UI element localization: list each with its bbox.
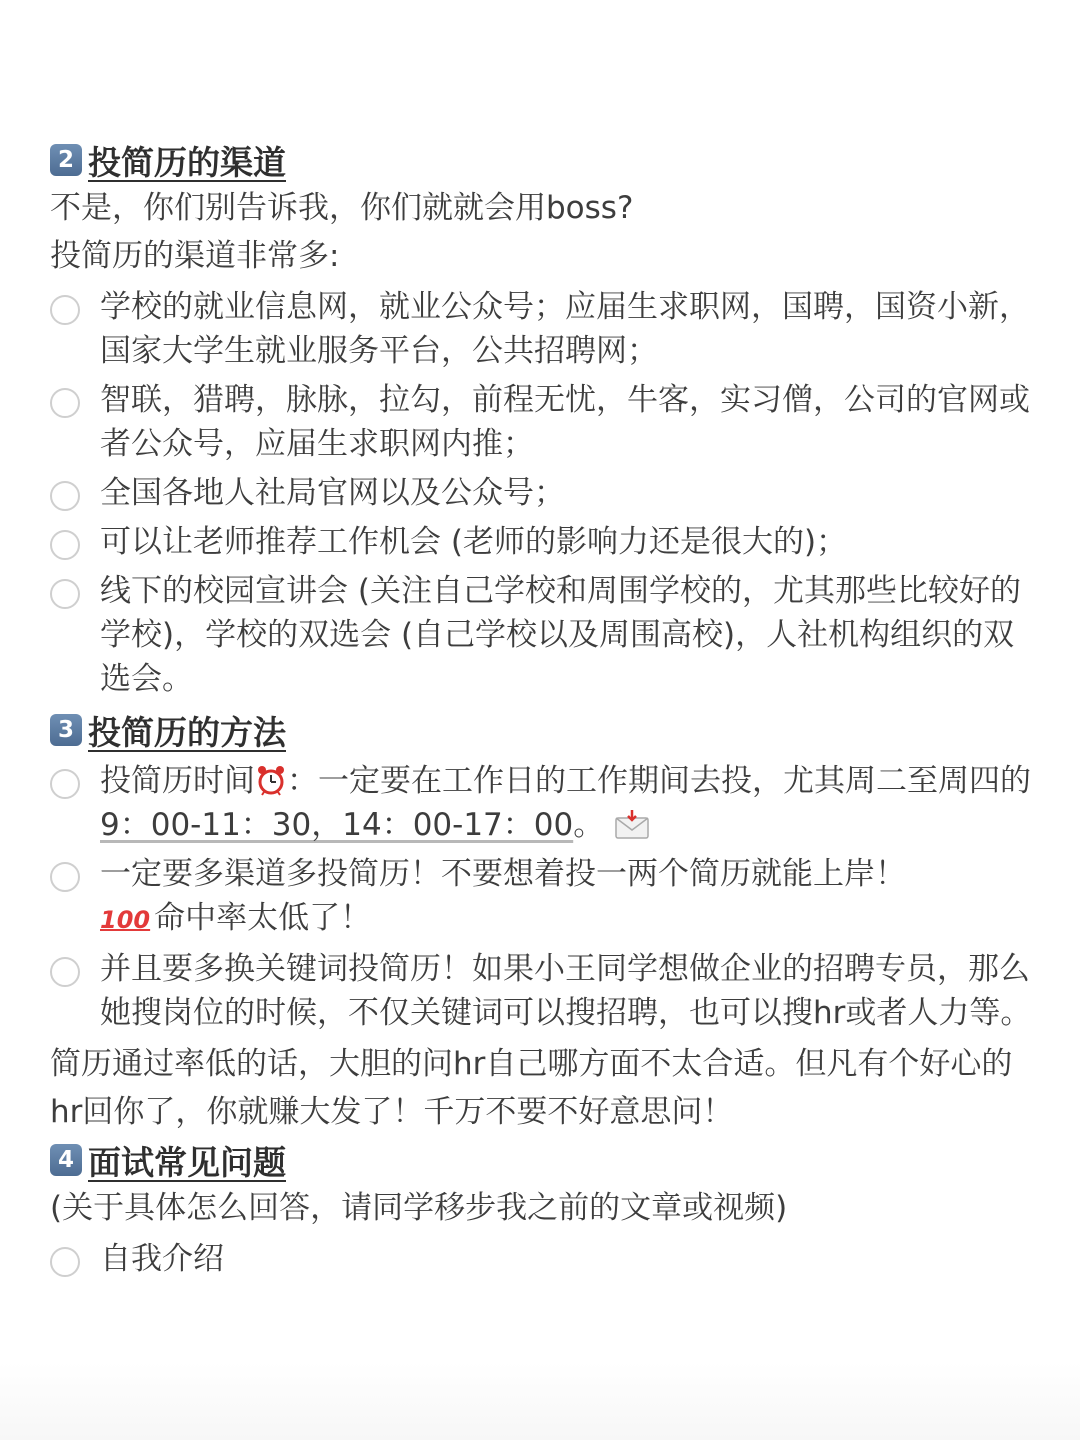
- list-item-text: 学校的就业信息网，就业公众号；应届生求职网，国聘，国资小新，国家大学生就业服务平台，公共招聘网；: [100, 289, 1030, 369]
- list-item: [50, 285, 1040, 373]
- methods-list: [50, 759, 1040, 1035]
- checkbox-icon[interactable]: [50, 481, 80, 511]
- section-4-note: (关于具体怎么回答，请同学移步我之前的文章或视频): [50, 1190, 788, 1226]
- list-item: [50, 378, 1040, 466]
- time-advice: ：一定要在工作日的工作期间去投，尤其周二至周四的: [287, 763, 1031, 799]
- checkbox-icon[interactable]: [50, 388, 80, 418]
- section-2-title: 投简历的渠道: [88, 142, 286, 182]
- list-item: [50, 471, 1040, 515]
- list-item: [50, 520, 1040, 564]
- checkbox-icon[interactable]: [50, 862, 80, 892]
- hundred-points-icon: 100: [100, 906, 151, 934]
- channels-list: [50, 285, 1040, 701]
- multi-channel-text: 一定要多渠道多投简历！不要想着投一两个简历就能上岸！: [100, 856, 906, 892]
- list-item-text: 并且要多换关键词投简历！如果小王同学想做企业的招聘专员，那么她搜岗位的时候，不仅关键词可以搜招聘，也可以搜hr或者人力等。: [100, 951, 1032, 1031]
- period-mark: 。: [573, 807, 605, 843]
- checkbox-icon[interactable]: [50, 1247, 80, 1277]
- section-3-outro: 简历通过率低的话，大胆的问hr自己哪方面不太合适。但凡有个好心的hr回你了，你就赚大发了！千万不要不好意思问！: [50, 1046, 1013, 1130]
- list-item: [50, 569, 1040, 701]
- time-range: 9：00-11：30，14：00-17：00: [100, 807, 574, 843]
- checkbox-icon[interactable]: [50, 579, 80, 609]
- alarm-clock-icon: [255, 764, 287, 796]
- section-2-intro-2: 投简历的渠道非常多:: [50, 238, 340, 274]
- section-2-intro-1: 不是，你们别告诉我，你们就就会用boss?: [50, 190, 634, 226]
- section-4-title: 面试常见问题: [88, 1142, 286, 1182]
- list-item: [50, 1237, 1040, 1281]
- section-4-heading: [50, 1136, 1040, 1184]
- list-item-text: 全国各地人社局官网以及公众号；: [100, 475, 565, 511]
- section-2-heading: [50, 136, 1040, 184]
- section-3-heading: [50, 706, 1040, 754]
- number-4-badge: 4: [50, 1144, 82, 1176]
- checkbox-icon[interactable]: [50, 957, 80, 987]
- list-item-text: [100, 852, 1040, 942]
- time-label: 投简历时间: [100, 763, 255, 799]
- list-item-text: 线下的校园宣讲会 (关注自己学校和周围学校的，尤其那些比较好的学校)，学校的双选会 (自己学校以及周围高校)，人社机构组织的双选会。: [100, 573, 1021, 697]
- checkbox-icon[interactable]: [50, 530, 80, 560]
- section-3-title: 投简历的方法: [88, 712, 286, 752]
- list-item-text: [100, 759, 1040, 847]
- list-item-text: 智联，猎聘，脉脉，拉勾，前程无忧，牛客，实习僧，公司的官网或者公众号，应届生求职网内推；: [100, 382, 1030, 462]
- list-item-text: 自我介绍: [100, 1241, 224, 1277]
- list-item: [50, 759, 1040, 847]
- checkbox-icon[interactable]: [50, 295, 80, 325]
- number-3-badge: 3: [50, 714, 82, 746]
- bottom-fade: [0, 1362, 1080, 1440]
- list-item-text: 可以让老师推荐工作机会 (老师的影响力还是很大的)；: [100, 524, 848, 560]
- list-item: [50, 947, 1040, 1035]
- note-content: [50, 136, 1040, 1286]
- list-item: [50, 852, 1040, 942]
- questions-list: [50, 1237, 1040, 1281]
- checkbox-icon[interactable]: [50, 769, 80, 799]
- envelope-icon: [614, 810, 650, 840]
- low-hit-rate-text: 命中率太低了！: [154, 900, 372, 936]
- number-2-badge: 2: [50, 144, 82, 176]
